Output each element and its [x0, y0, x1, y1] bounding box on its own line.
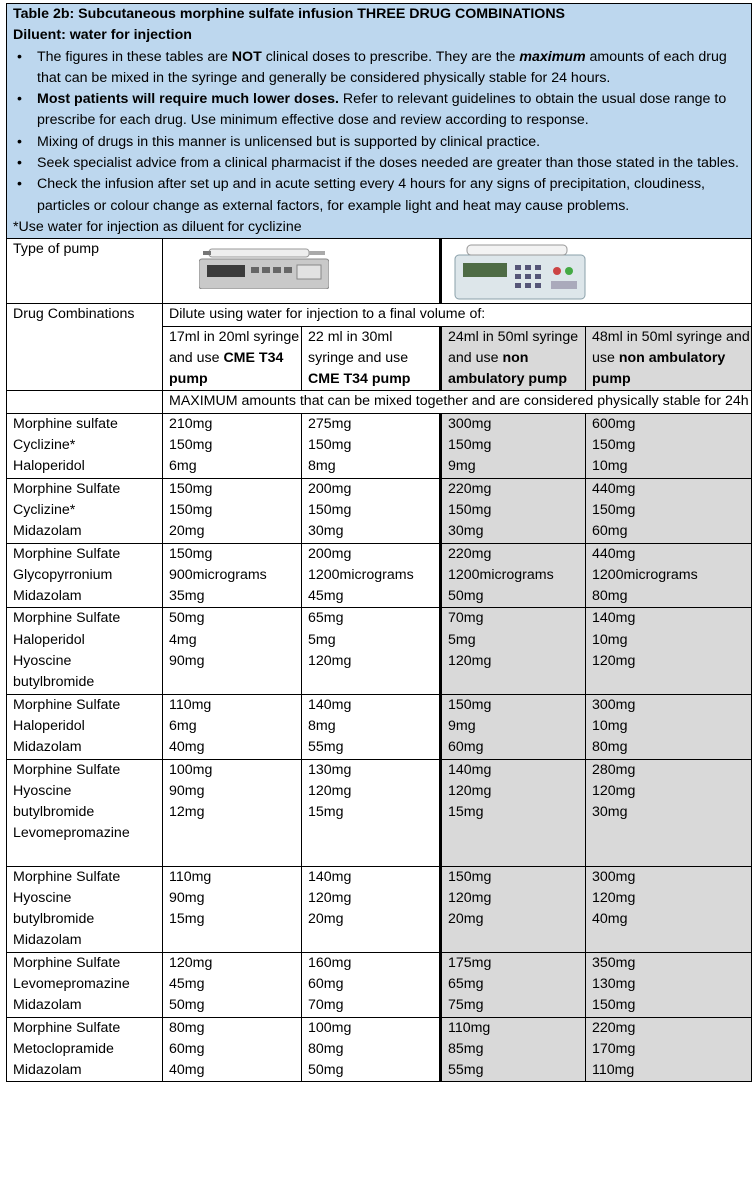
dose-value: 20mg	[169, 523, 205, 540]
volume-col-4-text: 48ml in 50ml syringe and use	[592, 328, 750, 366]
drug-name: Midazolam	[13, 739, 82, 756]
volume-col-3-text: 24ml in 50ml syringe and use	[448, 328, 579, 366]
dose-value: 65mg	[448, 975, 484, 992]
maximum-note-row	[7, 391, 752, 413]
combo-header-row	[7, 304, 752, 326]
dose-value: 150mg	[592, 437, 636, 454]
drug-list-cell	[7, 543, 163, 608]
dose-value: 130mg	[308, 761, 352, 778]
dose-value: 440mg	[592, 545, 636, 562]
dose-value: 175mg	[448, 954, 492, 971]
combination-table	[6, 3, 752, 1082]
bullet-text: The figures in these tables are	[37, 48, 232, 65]
maximum-note: MAXIMUM amounts that can be mixed together and are considered physically stable for 24h	[169, 393, 749, 410]
dose-cell-c2	[302, 866, 441, 952]
dose-value: 300mg	[448, 415, 492, 432]
dose-value: 220mg	[592, 1019, 636, 1036]
drug-name: Hyoscine	[13, 889, 72, 906]
dose-value: 110mg	[169, 868, 212, 885]
drug-name: Metoclopramide	[13, 1040, 114, 1057]
dose-value: 100mg	[308, 1019, 352, 1036]
dose-value: 40mg	[592, 911, 628, 928]
drug-name: Morphine sulfate	[13, 415, 118, 432]
volume-col-1-text: 17ml in 20ml syringe and use	[169, 328, 300, 366]
dose-cell-c2	[302, 694, 441, 759]
dose-value: 9mg	[448, 717, 476, 734]
dose-value: 50mg	[169, 610, 205, 627]
combo-label: Drug Combinations	[13, 306, 135, 323]
dose-value: 80mg	[592, 588, 628, 605]
maximum-note-cell	[163, 391, 752, 413]
drug-list-cell	[7, 759, 163, 866]
syringe-driver-icon	[199, 245, 329, 289]
dose-value: 85mg	[448, 1040, 484, 1057]
drug-name: Morphine Sulfate	[13, 480, 121, 497]
dose-value: 8mg	[308, 717, 336, 734]
volume-col-2-pump: CME T34 pump	[308, 371, 411, 388]
dose-value: 80mg	[592, 739, 628, 756]
dose-value: 900micrograms	[169, 566, 267, 583]
dose-value: 1200micrograms	[308, 566, 414, 583]
dose-value: 150mg	[592, 501, 636, 518]
dose-value: 200mg	[308, 545, 352, 562]
drug-name: butylbromide	[13, 804, 95, 821]
dose-cell-c1	[163, 1017, 302, 1082]
dose-value: 120mg	[592, 889, 636, 906]
drug-name: Haloperidol	[13, 717, 85, 734]
drug-name: Morphine Sulfate	[13, 545, 121, 562]
dose-value: 15mg	[308, 804, 344, 821]
dose-cell-c1	[163, 952, 302, 1017]
dose-value: 110mg	[448, 1019, 491, 1036]
dose-value: 280mg	[592, 761, 636, 778]
dose-value: 275mg	[308, 415, 352, 432]
dose-value: 70mg	[448, 610, 484, 627]
dose-value: 150mg	[448, 868, 492, 885]
dose-value: 80mg	[308, 1040, 344, 1057]
dose-value: 35mg	[169, 588, 205, 605]
dose-value: 30mg	[592, 804, 628, 821]
dose-value: 5mg	[308, 631, 336, 648]
dilute-instruction: Dilute using water for injection to a final volume of:	[169, 306, 486, 323]
table-title: Table 2b: Subcutaneous morphine sulfate infusion THREE DRUG COMBINATIONS	[13, 6, 566, 22]
dose-value: 110mg	[592, 1062, 635, 1079]
drug-name: butylbromide	[13, 674, 95, 691]
dose-value: 6mg	[169, 717, 197, 734]
dose-cell-c4	[586, 759, 752, 866]
drug-list-cell	[7, 413, 163, 478]
guidance-bullet	[37, 153, 747, 174]
dose-value: 140mg	[592, 610, 636, 627]
non-ambulatory-pump-image	[453, 241, 591, 303]
dose-value: 440mg	[592, 480, 636, 497]
dose-cell-c4	[586, 478, 752, 543]
dose-value: 140mg	[308, 696, 352, 713]
dose-value: 20mg	[308, 911, 344, 928]
dose-value: 300mg	[592, 696, 636, 713]
dose-cell-c4	[586, 694, 752, 759]
combination-row	[7, 866, 752, 952]
drug-name: Midazolam	[13, 523, 82, 540]
guidance-bullet	[37, 174, 747, 217]
dose-value: 12mg	[169, 804, 205, 821]
dose-value: 80mg	[169, 1019, 205, 1036]
dose-value: 120mg	[308, 889, 352, 906]
dose-value: 150mg	[448, 501, 492, 518]
dose-cell-c2	[302, 1017, 441, 1082]
drug-name: Midazolam	[13, 1062, 82, 1079]
volume-col-2-text: 22 ml in 30ml syringe and use	[308, 328, 409, 366]
dose-value: 55mg	[308, 739, 344, 756]
dose-cell-c4	[586, 413, 752, 478]
dose-value: 150mg	[169, 501, 213, 518]
drug-list-cell	[7, 608, 163, 694]
bullet-text: maximum	[519, 48, 586, 65]
volume-col-4-pump: non ambulatory pump	[592, 349, 726, 388]
header-panel	[7, 4, 752, 239]
dose-cell-c4	[586, 543, 752, 608]
dose-value: 50mg	[448, 588, 484, 605]
dose-cell-c4	[586, 1017, 752, 1082]
drug-name: Hyoscine	[13, 782, 72, 799]
dose-value: 50mg	[308, 1062, 344, 1079]
volume-col-3	[441, 326, 586, 391]
drug-name: Morphine Sulfate	[13, 696, 121, 713]
pump-row	[7, 239, 752, 304]
infusion-pump-icon	[453, 241, 591, 303]
bullet-text: Mixing of drugs in this manner is unlicensed but is supported by clinical practice.	[37, 133, 541, 150]
drug-name: Midazolam	[13, 997, 82, 1014]
header-row	[7, 4, 752, 239]
dose-value: 140mg	[308, 868, 352, 885]
combination-row	[7, 759, 752, 866]
dose-cell-c2	[302, 543, 441, 608]
dose-value: 10mg	[592, 631, 628, 648]
dose-value: 210mg	[169, 415, 213, 432]
volume-col-2	[302, 326, 441, 391]
drug-name: Levomepromazine	[13, 825, 130, 842]
dose-value: 90mg	[169, 782, 205, 799]
dose-value: 15mg	[169, 911, 205, 928]
dose-cell-c1	[163, 478, 302, 543]
dose-value: 75mg	[448, 997, 484, 1014]
dose-value: 4mg	[169, 631, 197, 648]
dose-value: 6mg	[169, 458, 197, 475]
drug-name: Morphine Sulfate	[13, 954, 121, 971]
drug-list-cell	[7, 694, 163, 759]
drug-name: Hyoscine	[13, 653, 72, 670]
dose-value: 130mg	[592, 975, 636, 992]
dose-cell-c3	[441, 952, 586, 1017]
dose-value: 200mg	[308, 480, 352, 497]
dose-value: 15mg	[448, 804, 484, 821]
dose-cell-c3	[441, 759, 586, 866]
dose-value: 40mg	[169, 739, 205, 756]
drug-list-cell	[7, 866, 163, 952]
combo-label-cell	[7, 304, 163, 391]
dose-value: 100mg	[169, 761, 213, 778]
dose-cell-c1	[163, 866, 302, 952]
bullet-text: Refer to relevant guidelines to obtain the usual dose range to prescribe for each drug. Use minimum effective dose and review according to response.	[37, 91, 727, 129]
bullet-text: amounts of each drug that can be mixed in the syringe and generally be considered physically stable for 24 hours.	[37, 48, 727, 86]
combination-rows	[7, 413, 752, 1082]
dose-value: 120mg	[592, 653, 636, 670]
dose-cell-c2	[302, 608, 441, 694]
drug-name: Haloperidol	[13, 458, 85, 475]
pump-label: Type of pump	[13, 241, 99, 258]
drug-name: Morphine Sulfate	[13, 868, 121, 885]
dose-value: 150mg	[448, 437, 492, 454]
volume-col-3-pump: non ambulatory pump	[448, 349, 568, 388]
combination-row	[7, 478, 752, 543]
dose-value: 30mg	[448, 523, 484, 540]
dose-cell-c4	[586, 608, 752, 694]
dose-value: 45mg	[169, 975, 205, 992]
dose-cell-c3	[441, 866, 586, 952]
drug-name: Cyclizine*	[13, 501, 76, 518]
dose-cell-c1	[163, 413, 302, 478]
bullet-text: NOT	[231, 48, 262, 65]
dose-value: 600mg	[592, 415, 636, 432]
bullet-text: Seek specialist advice from a clinical pharmacist if the doses needed are greater than those stated in the tables.	[37, 155, 739, 172]
combination-row	[7, 694, 752, 759]
dose-value: 120mg	[169, 954, 213, 971]
dose-value: 1200micrograms	[448, 566, 554, 583]
dose-value: 90mg	[169, 653, 205, 670]
dose-value: 120mg	[448, 782, 492, 799]
volume-col-1	[163, 326, 302, 391]
dose-value: 120mg	[448, 653, 492, 670]
dose-value: 10mg	[592, 717, 628, 734]
dose-cell-c4	[586, 866, 752, 952]
guidance-bullet	[37, 47, 747, 90]
bullet-text: Most patients will require much lower doses.	[37, 91, 339, 108]
dose-value: 150mg	[592, 997, 636, 1014]
dose-value: 220mg	[448, 545, 492, 562]
dose-value: 150mg	[308, 501, 352, 518]
dose-value: 65mg	[308, 610, 344, 627]
dose-cell-c3	[441, 413, 586, 478]
dose-value: 45mg	[308, 588, 344, 605]
drug-name: Haloperidol	[13, 631, 85, 648]
dose-cell-c1	[163, 759, 302, 866]
dose-value: 8mg	[308, 458, 336, 475]
drug-name: Midazolam	[13, 932, 82, 949]
dose-value: 20mg	[448, 911, 484, 928]
drug-combination-document	[6, 3, 751, 1082]
dilute-cell	[163, 304, 752, 326]
drug-name: Morphine Sulfate	[13, 1019, 121, 1036]
dose-value: 70mg	[308, 997, 344, 1014]
t34-pump-image	[199, 245, 329, 289]
combination-row	[7, 1017, 752, 1082]
dose-value: 90mg	[169, 889, 205, 906]
dose-cell-c2	[302, 413, 441, 478]
guidance-bullet	[37, 89, 747, 132]
dose-value: 110mg	[169, 696, 212, 713]
dose-value: 40mg	[169, 1062, 205, 1079]
maximum-note-empty-cell	[7, 391, 163, 413]
drug-name: Midazolam	[13, 588, 82, 605]
dose-value: 120mg	[448, 889, 492, 906]
pump-label-cell	[7, 239, 163, 304]
dose-value: 150mg	[169, 480, 213, 497]
guidance-bullets	[13, 47, 747, 217]
bullet-text: clinical doses to prescribe. They are the	[261, 48, 520, 65]
drug-name: butylbromide	[13, 911, 95, 928]
dose-value: 160mg	[308, 954, 352, 971]
dose-cell-c1	[163, 608, 302, 694]
dose-cell-c3	[441, 608, 586, 694]
dose-value: 350mg	[592, 954, 636, 971]
dose-value: 9mg	[448, 458, 476, 475]
volume-col-1-pump: CME T34 pump	[169, 349, 284, 388]
dose-cell-c3	[441, 1017, 586, 1082]
diluent-line: Diluent: water for injection	[13, 27, 192, 44]
dose-value: 120mg	[308, 782, 352, 799]
dose-value: 220mg	[448, 480, 492, 497]
dose-value: 55mg	[448, 1062, 484, 1079]
dose-value: 30mg	[308, 523, 344, 540]
dose-value: 120mg	[592, 782, 636, 799]
dose-value: 1200micrograms	[592, 566, 698, 583]
combination-row	[7, 952, 752, 1017]
dose-value: 150mg	[308, 437, 352, 454]
dose-value: 140mg	[448, 761, 492, 778]
dose-cell-c2	[302, 759, 441, 866]
dose-value: 60mg	[592, 523, 628, 540]
dose-value: 150mg	[448, 696, 492, 713]
dose-value: 5mg	[448, 631, 476, 648]
dose-value: 120mg	[308, 653, 352, 670]
footnote: *Use water for injection as diluent for cyclizine	[13, 218, 302, 235]
pump-image-cell-ambulatory	[441, 239, 752, 304]
dose-value: 50mg	[169, 997, 205, 1014]
drug-name: Morphine Sulfate	[13, 610, 121, 627]
pump-image-cell-t34	[163, 239, 441, 304]
dose-cell-c1	[163, 694, 302, 759]
drug-list-cell	[7, 952, 163, 1017]
drug-name: Morphine Sulfate	[13, 761, 121, 778]
combination-row	[7, 543, 752, 608]
dose-cell-c3	[441, 543, 586, 608]
dose-value: 150mg	[169, 545, 213, 562]
guidance-bullet	[37, 132, 747, 153]
drug-name: Cyclizine*	[13, 437, 76, 454]
drug-list-cell	[7, 1017, 163, 1082]
dose-value: 150mg	[169, 437, 213, 454]
drug-name: Levomepromazine	[13, 975, 130, 992]
dose-value: 60mg	[169, 1040, 205, 1057]
dose-value: 60mg	[448, 739, 484, 756]
combination-row	[7, 413, 752, 478]
drug-list-cell	[7, 478, 163, 543]
combination-row	[7, 608, 752, 694]
dose-value: 10mg	[592, 458, 628, 475]
dose-cell-c3	[441, 478, 586, 543]
bullet-text: Check the infusion after set up and in acute setting every 4 hours for any signs of precipitation, cloudiness, particles or colour change as external factors, for example light and heat may cause problems.	[37, 176, 705, 214]
dose-cell-c4	[586, 952, 752, 1017]
drug-name: Glycopyrronium	[13, 566, 113, 583]
dose-cell-c2	[302, 952, 441, 1017]
dose-cell-c3	[441, 694, 586, 759]
dose-value: 60mg	[308, 975, 344, 992]
volume-col-4	[586, 326, 752, 391]
dose-cell-c2	[302, 478, 441, 543]
dose-cell-c1	[163, 543, 302, 608]
dose-value: 170mg	[592, 1040, 636, 1057]
dose-value: 300mg	[592, 868, 636, 885]
